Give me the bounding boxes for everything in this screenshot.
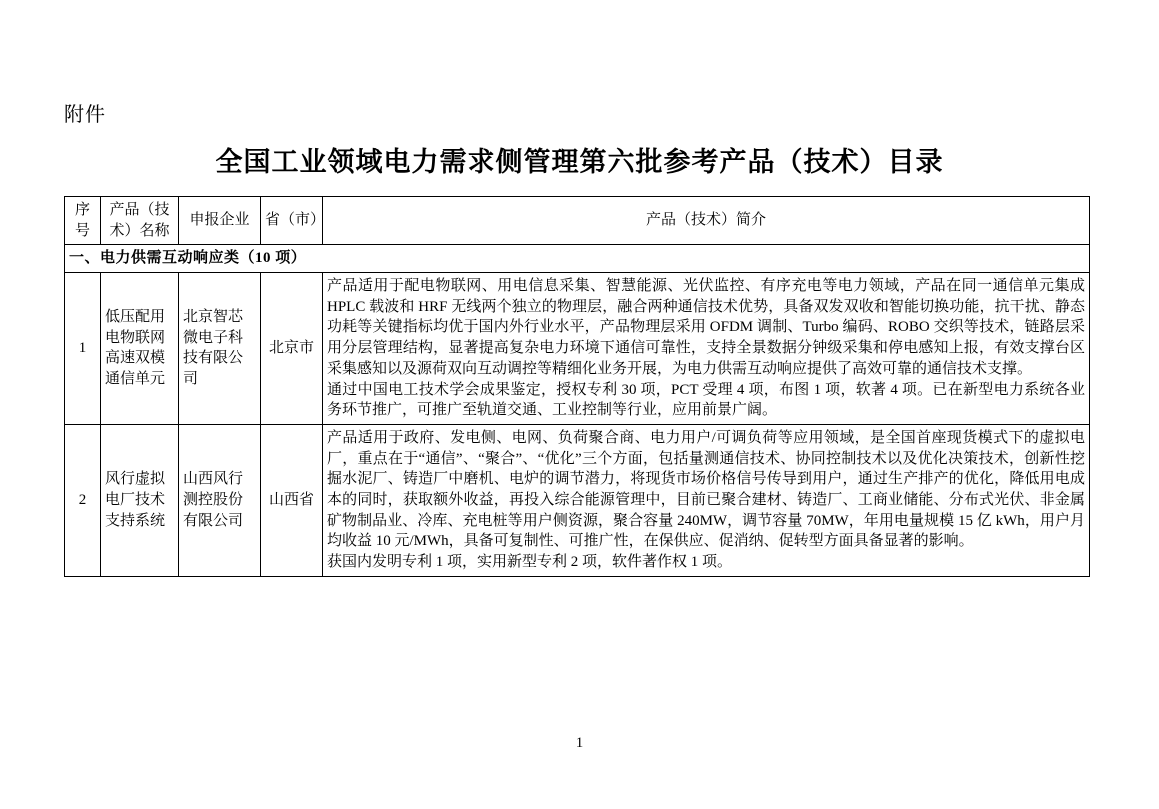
description-paragraph: 产品适用于政府、发电侧、电网、负荷聚合商、电力用户/可调负荷等应用领域，是全国首座现货模式下的虚拟电厂，重点在于“通信”、“聚合”、“优化”三个方面，包括量测通信技术、协同控制技术以及优化决策技术，创新性挖掘水泥厂、铸造厂中磨机、电炉的调节潜力，将现货市场价格信号传导到用户，通过生产排产的优化，降低用电成本的同时，获取额外收益，再投入综合能源管理中，目前已聚合建材、铸造厂、工商业储能、分布式光伏、非金属矿物制品业、冷库、充电桩等用户侧资源，聚合容量 240MW，调节容量 70MW，年用电量规模 15 亿 kWh，用户月均收益 10 元/MWh，具备可复制性、可推广性，在保供应、促消纳、促转型方面具备显著的影响。 [327,429,1085,550]
row-product-name: 风行虚拟电厂技术支持系统 [101,424,179,576]
table-header-row [65,197,1090,245]
page-title: 全国工业领域电力需求侧管理第六批参考产品（技术）目录 [215,147,944,177]
table-row [65,424,1090,576]
row-province: 山西省 [261,424,323,576]
page-number: 1 [575,735,584,751]
description-paragraph: 通过中国电工技术学会成果鉴定，授权专利 30 项，PCT 受理 4 项，布图 1 项，软著 4 项。已在新型电力系统各业务环节推广，可推广至轨道交通、工业控制等行业，应用前景广阔。 [327,381,1085,419]
column-header-no: 序号 [65,197,101,245]
description-paragraph: 获国内发明专利 1 项，实用新型专利 2 项，软件著作权 1 项。 [327,554,733,570]
row-product-name: 低压配用电物联网高速双模通信单元 [101,273,179,425]
row-company: 北京智芯微电子科技有限公司 [179,273,261,425]
row-description [323,273,1090,425]
column-header-company: 申报企业 [179,197,261,245]
table-row [65,273,1090,425]
column-header-description: 产品（技术）简介 [323,197,1090,245]
column-header-province: 省（市） [261,197,323,245]
section-title: 一、电力供需互动响应类（10 项） [65,245,1090,273]
row-no: 1 [65,273,101,425]
description-paragraph: 产品适用于配电物联网、用电信息采集、智慧能源、光伏监控、有序充电等电力领域，产品在同一通信单元集成 HPLC 载波和 HRF 无线两个独立的物理层，融合两种通信技术优势，具备双发双收和智能切换功能，抗干扰、静态功耗等关键指标均优于国内外行业水平，产品物理层采用 OFDM 调制、Turbo 编码、ROBO 交织等技术，链路层采用分层管理结构，显著提高复杂电力环境下通信可靠性，支持全景数据分钟级采集和停电感知上报，有效支撑台区采集感知以及源荷双向互动调控等精细化业务开展，为电力供需互动响应提供了高效可靠的通信技术支撑。 [327,278,1085,377]
row-province: 北京市 [261,273,323,425]
section-row [65,245,1090,273]
row-no: 2 [65,424,101,576]
column-header-product-name: 产品（技术）名称 [101,197,179,245]
catalog-table [64,196,1090,577]
row-company: 山西风行测控股份有限公司 [179,424,261,576]
row-description [323,424,1090,576]
attachment-label: 附件 [64,104,106,126]
